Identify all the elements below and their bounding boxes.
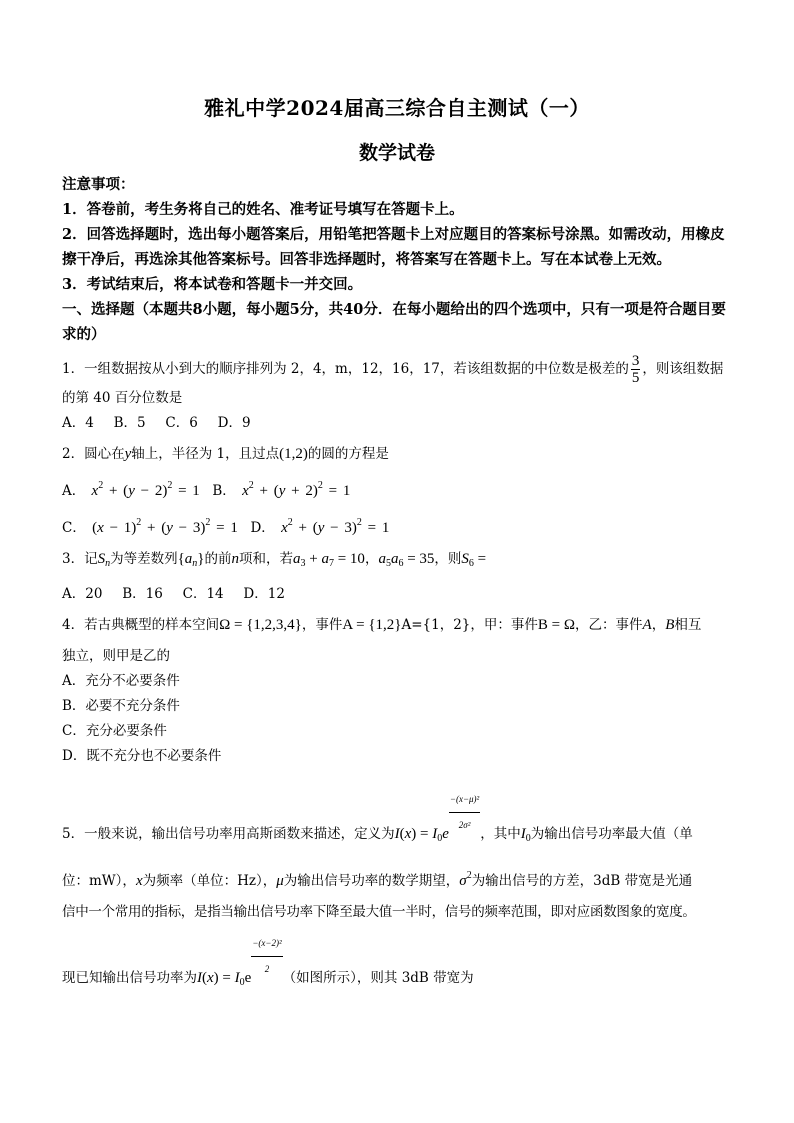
question-5-stem-4: 现已知输出信号功率为$I(x) = I_0e$ $\frac{\text{−(x−2)²}}{2}$ （如图所示），则其 3dB 带宽为 [62,931,738,995]
question-4-option-a: A．充分不必要条件 [62,673,180,689]
notice-item-3: 3．考试结束后，将本试卷和答题卡一并交回。 [62,276,363,293]
notice-item-1: 1．答卷前，考生务将自己的姓名、准考证号填写在答题卡上。 [62,201,464,218]
question-2-options-cd: C． $(x - 1)^2 + (y - 3)^2 = 1$ D． $x^2 + (y - 3)^2 = 1$ [62,517,390,536]
section-heading: 一、选择题（本题共8小题，每小题5分，共40分．在每小题给出的四个选项中，只有一项是符合题目要求的） [62,301,726,343]
question-3-stem: 3．记$S_n$为等差数列$\{a_n\}$的前n项和，若$a_3 + a_7 = 10$，$a_5a_6 = 35$，则$S_6$ = [62,551,487,569]
question-2-options-ab: A． $x^2 + (y - 2)^2 = 1$ B． $x^2 + (y + 2)^2 = 1$ [62,480,351,499]
gaussian-definition: $I(x) = I_0e$ $\frac{\text{−(x−μ)²}}{\text{2σ²}}$ [395,826,481,842]
question-4-stem-cont: 独立，则甲是乙的 [62,648,170,664]
question-5-stem: 5．一般来说，输出信号功率用高斯函数来描述，定义为$I(x) = I_0e$ $\frac{\text{−(x−μ)²}}{\text{2σ²}}$ ，其中$I_0$为输出信号功率最大值（单 [62,787,738,851]
fraction-three-fifths: $\frac{3}{5}$ [631,353,640,386]
question-1-stem: 1．一组数据按从小到大的顺序排列为 2，4，m，12，16，17，若该组数据的中位数是极差的 $\frac{3}{5}$ ，则该组数据 [62,353,724,386]
question-4-stem: 4．若古典概型的样本空间Ω = {1,2,3,4}，事件A = {1,2}A={1，2}，甲：事件B = Ω，乙：事件A，B相互 [62,617,702,633]
option-d-equation: $x^2 + (y - 3)^2 = 1$ [281,517,390,536]
question-4-option-b: B．必要不充分条件 [62,698,180,714]
question-4-option-c: C．充分必要条件 [62,723,167,739]
page-title: 雅礼中学2024届高三综合自主测试（一） [204,96,590,120]
question-5-stem-3: 信中一个常用的指标，是指当输出信号功率下降至最大值一半时，信号的频率范围，即对应函数图象的宽度。 [62,904,696,920]
notice-heading: 注意事项： [62,176,135,193]
notice-item-2: 2．回答选择题时，选出每小题答案后，用铅笔把答题卡上对应题目的答案标号涂黑。如需改动，用橡皮擦干净后，再选涂其他答案标号。回答非选择题时，将答案写在答题卡上。写在本试卷上无效。 [62,226,725,268]
exam-content [62,172,738,995]
option-b-equation: $x^2 + (y + 2)^2 = 1$ [242,480,351,499]
question-4-option-d: D．既不充分也不必要条件 [62,748,222,764]
question-3-options: A．20 B．16 C．14 D．12 [62,586,285,602]
given-power-function: $I(x) = I_0e$ $\frac{\text{−(x−2)²}}{2}$ [197,970,283,986]
question-1-stem-cont: 的第 40 百分位数是 [62,390,183,406]
question-5-stem-2: 位：mW），x为频率（单位：Hz），μ为输出信号功率的数学期望，$\sigma^2$为输出信号的方差，3dB 带宽是光通 [62,870,693,889]
question-1-options: A．4 B．5 C．6 D．9 [62,415,251,431]
page-subtitle: 数学试卷 [358,142,435,164]
question-2-stem: 2．圆心在y轴上，半径为 1，且过点(1,2)的圆的方程是 [62,446,389,462]
option-c-equation: $(x - 1)^2 + (y - 3)^2 = 1$ [92,517,238,536]
option-a-equation: $x^2 + (y - 2)^2 = 1$ [91,480,200,499]
